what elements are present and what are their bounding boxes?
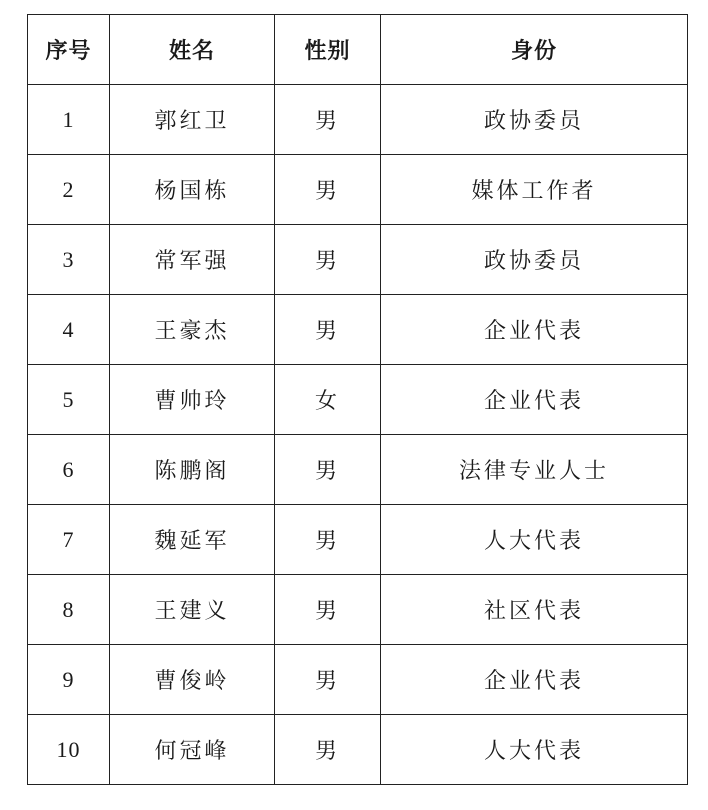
cell-name: 曹俊岭 (110, 645, 275, 715)
header-gender: 性别 (275, 15, 381, 85)
table-row (28, 295, 688, 365)
cell-role: 企业代表 (381, 295, 688, 365)
header-no: 序号 (28, 15, 110, 85)
cell-name: 曹帅玲 (110, 365, 275, 435)
cell-no: 1 (28, 85, 110, 155)
cell-no: 8 (28, 575, 110, 645)
cell-name: 魏延军 (110, 505, 275, 575)
cell-role: 社区代表 (381, 575, 688, 645)
cell-gender: 男 (275, 85, 381, 155)
table-row (28, 715, 688, 785)
cell-gender: 男 (275, 435, 381, 505)
cell-no: 5 (28, 365, 110, 435)
cell-role: 企业代表 (381, 365, 688, 435)
table-row (28, 645, 688, 715)
cell-no: 7 (28, 505, 110, 575)
cell-role: 企业代表 (381, 645, 688, 715)
table-row (28, 505, 688, 575)
cell-gender: 男 (275, 575, 381, 645)
cell-name: 王豪杰 (110, 295, 275, 365)
cell-name: 杨国栋 (110, 155, 275, 225)
members-table (27, 14, 688, 785)
header-name: 姓名 (110, 15, 275, 85)
cell-name: 陈鹏阁 (110, 435, 275, 505)
cell-gender: 男 (275, 155, 381, 225)
cell-role: 政协委员 (381, 85, 688, 155)
table-row (28, 435, 688, 505)
cell-no: 2 (28, 155, 110, 225)
cell-gender: 男 (275, 225, 381, 295)
cell-name: 常军强 (110, 225, 275, 295)
cell-role: 媒体工作者 (381, 155, 688, 225)
cell-no: 10 (28, 715, 110, 785)
cell-gender: 女 (275, 365, 381, 435)
header-row (28, 15, 688, 85)
cell-name: 何冠峰 (110, 715, 275, 785)
cell-no: 4 (28, 295, 110, 365)
table-row (28, 225, 688, 295)
cell-no: 6 (28, 435, 110, 505)
cell-gender: 男 (275, 505, 381, 575)
cell-gender: 男 (275, 645, 381, 715)
table-row (28, 155, 688, 225)
cell-no: 3 (28, 225, 110, 295)
cell-name: 郭红卫 (110, 85, 275, 155)
table-row (28, 365, 688, 435)
cell-name: 王建义 (110, 575, 275, 645)
cell-role: 人大代表 (381, 505, 688, 575)
cell-no: 9 (28, 645, 110, 715)
cell-role: 政协委员 (381, 225, 688, 295)
cell-role: 法律专业人士 (381, 435, 688, 505)
cell-gender: 男 (275, 295, 381, 365)
header-role: 身份 (381, 15, 688, 85)
cell-gender: 男 (275, 715, 381, 785)
cell-role: 人大代表 (381, 715, 688, 785)
table-row (28, 575, 688, 645)
table-row (28, 85, 688, 155)
